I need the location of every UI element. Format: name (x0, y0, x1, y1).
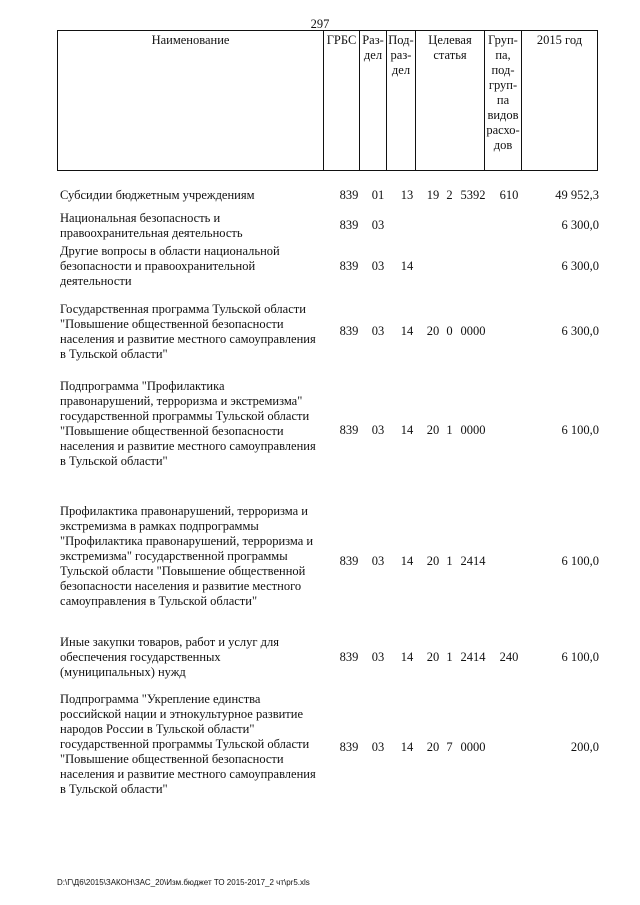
row-name-line: "Профилактика правонарушений, терроризма и (60, 534, 314, 548)
row-name-line: безопасности и правоохранительной (60, 259, 256, 273)
row-razdel: 03 (371, 740, 385, 754)
header-razdel (360, 31, 387, 171)
row-name-line: Национальная безопасность и (60, 211, 221, 225)
row-razdel: 03 (371, 259, 385, 273)
row-name-line: "Повышение общественной безопасности (60, 424, 284, 438)
row-amount: 49 952,3 (555, 188, 599, 202)
row-name-line: населения и развитие местного самоуправления (60, 439, 316, 453)
header-name (58, 31, 324, 171)
row-cs-program: 20 (426, 740, 440, 754)
row-name-line: (муниципальных) нужд (60, 665, 186, 679)
row-cs-direction: 0000 (460, 740, 486, 754)
row-name-line: экстремизма" государственной программы (60, 549, 288, 563)
row-name-line: Профилактика правонарушений, терроризма и (60, 504, 308, 518)
header-vid-line: груп- (488, 78, 518, 92)
row-name-line: Тульской области "Повышение общественной (60, 564, 306, 578)
row-cs-program: 20 (426, 554, 440, 568)
row-vid: 240 (499, 650, 519, 664)
header-celevaya-line: статья (433, 48, 467, 62)
row-name-line: обеспечения государственных (60, 650, 221, 664)
row-name-line: Подпрограмма "Укрепление единства (60, 692, 261, 706)
row-grbs: 839 (339, 324, 359, 338)
row-podrazdel: 13 (400, 188, 414, 202)
row-amount: 6 100,0 (561, 423, 599, 437)
header-vid-line: дов (493, 138, 513, 152)
row-podrazdel: 14 (400, 554, 414, 568)
row-razdel: 03 (371, 650, 385, 664)
row-cs-subprogram: 1 (446, 554, 453, 568)
row-name-line: Другие вопросы в области национальной (60, 244, 280, 258)
row-grbs: 839 (339, 423, 359, 437)
row-cs-program: 20 (426, 324, 440, 338)
row-name-line: правонарушений, терроризма и экстремизма" (60, 394, 303, 408)
row-name (60, 635, 332, 680)
header-vid-line: па (496, 93, 510, 107)
row-grbs: 839 (339, 650, 359, 664)
page-number: 297 (310, 17, 330, 31)
row-cs-subprogram: 1 (446, 650, 453, 664)
header-name-text: Наименование (151, 33, 230, 47)
row-podrazdel: 14 (400, 740, 414, 754)
row-name-line: "Повышение общественной безопасности (60, 752, 284, 766)
row-razdel: 03 (371, 218, 385, 232)
row-razdel: 03 (371, 324, 385, 338)
row-grbs: 839 (339, 218, 359, 232)
row-podrazdel: 14 (400, 650, 414, 664)
row-cs-subprogram: 2 (446, 188, 453, 202)
row-razdel: 03 (371, 423, 385, 437)
header-vid-line: под- (491, 63, 515, 77)
row-name-line: в Тульской области" (60, 454, 168, 468)
header-year (522, 31, 598, 171)
row-name (60, 302, 332, 362)
header-vid-line: расхо- (486, 123, 520, 137)
row-cs-subprogram: 0 (446, 324, 453, 338)
row-name-line: государственной программы Тульской области (60, 409, 310, 423)
header-grbs-text: ГРБС (326, 33, 357, 47)
row-name-line: в Тульской области" (60, 782, 168, 796)
row-name-line: российской нации и этнокультурное развитие (60, 707, 303, 721)
header-razdel-line: Раз- (362, 33, 384, 47)
row-podrazdel: 14 (400, 423, 414, 437)
row-name-line: государственной программы Тульской области (60, 737, 310, 751)
row-amount: 6 300,0 (561, 218, 599, 232)
row-name-line: экстремизма в рамках подпрограммы (60, 519, 259, 533)
file-path-footer: D:\Г\Д6\2015\ЗАКОН\ЗАС_20\Изм.бюджет ТО 2015-2017_2 чт\pr5.xls (57, 878, 310, 887)
row-cs-direction: 0000 (460, 324, 486, 338)
row-name-line: Иные закупки товаров, работ и услуг для (60, 635, 280, 649)
row-name (60, 244, 332, 289)
header-vid-line: Груп- (488, 33, 518, 47)
row-amount: 6 100,0 (561, 554, 599, 568)
row-name-line: населения и развитие местного самоуправления (60, 332, 316, 346)
row-razdel: 01 (371, 188, 385, 202)
row-name (60, 379, 332, 469)
header-vid (485, 31, 522, 171)
row-name-line: "Повышение общественной безопасности (60, 317, 284, 331)
row-podrazdel: 14 (400, 324, 414, 338)
header-celevaya-line: Целевая (428, 33, 472, 47)
row-amount: 6 100,0 (561, 650, 599, 664)
row-grbs: 839 (339, 554, 359, 568)
row-grbs: 839 (339, 259, 359, 273)
row-podrazdel: 14 (400, 259, 414, 273)
row-name (60, 188, 332, 203)
row-cs-program: 20 (426, 423, 440, 437)
row-grbs: 839 (339, 740, 359, 754)
header-celevaya (416, 31, 485, 171)
row-name-line: в Тульской области" (60, 347, 168, 361)
header-grbs (324, 31, 360, 171)
row-name (60, 211, 332, 241)
row-cs-program: 20 (426, 650, 440, 664)
row-cs-subprogram: 7 (446, 740, 453, 754)
row-name-line: Подпрограмма "Профилактика (60, 379, 225, 393)
row-vid: 610 (499, 188, 519, 202)
row-name (60, 504, 332, 609)
row-cs-direction: 5392 (460, 188, 486, 202)
header-year-text: 2015 год (536, 33, 583, 47)
header-podrazdel-line: дел (391, 63, 411, 77)
row-amount: 200,0 (570, 740, 599, 754)
row-name-line: правоохранительная деятельность (60, 226, 243, 240)
header-vid-line: па, (495, 48, 511, 62)
row-cs-direction: 0000 (460, 423, 486, 437)
row-amount: 6 300,0 (561, 259, 599, 273)
row-name-line: населения и развитие местного самоуправления (60, 767, 316, 781)
row-grbs: 839 (339, 188, 359, 202)
header-podrazdel (387, 31, 416, 171)
row-name-line: Государственная программа Тульской области (60, 302, 306, 316)
row-name-line: самоуправления в Тульской области" (60, 594, 258, 608)
header-razdel-line: дел (363, 48, 383, 62)
header-vid-line: видов (487, 108, 519, 122)
row-name-line: деятельности (60, 274, 132, 288)
row-name-line: народов России в Тульской области" (60, 722, 255, 736)
row-cs-direction: 2414 (460, 650, 486, 664)
table-header (57, 30, 598, 171)
row-cs-subprogram: 1 (446, 423, 453, 437)
header-podrazdel-line: Под- (388, 33, 414, 47)
row-cs-program: 19 (426, 188, 440, 202)
row-name-line: Субсидии бюджетным учреждениям (60, 188, 255, 202)
row-razdel: 03 (371, 554, 385, 568)
row-cs-direction: 2414 (460, 554, 486, 568)
header-podrazdel-line: раз- (390, 48, 412, 62)
row-amount: 6 300,0 (561, 324, 599, 338)
row-name-line: безопасности населения и развитие местного (60, 579, 302, 593)
row-name (60, 692, 332, 797)
